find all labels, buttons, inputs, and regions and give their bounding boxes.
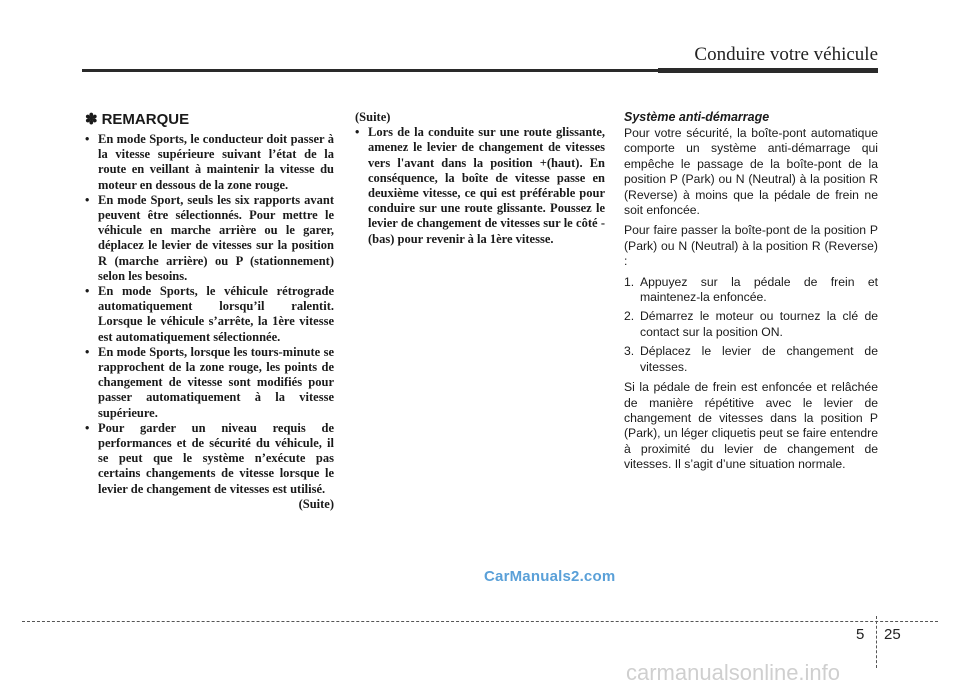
page-header-title: Conduire votre véhicule	[694, 44, 878, 65]
list-item: • En mode Sport, seuls les six rapports avant peuvent être sélectionnés. Pour mettre le véhicule en marche arrière ou le garer, déplacez le levier de vitesses sur la position R (marche arrière) ou P (stationnement) selon les besoins.	[85, 193, 334, 284]
note-heading	[85, 110, 334, 128]
anti-start-section	[624, 110, 878, 478]
header-rule-accent	[658, 68, 878, 73]
step-number: 3.	[624, 344, 635, 359]
paragraph: Si la pédale de frein est enfoncée et relâchée de manière répétitive avec le levier de changement de vitesses dans la position P (Park), un léger cliquetis peut se faire entendre à proximité du levier de changement de vitesses. Il s’agit d’une situation normale.	[624, 380, 878, 472]
continuation-bullet-list	[355, 125, 605, 247]
step-text: Déplacez le levier de changement de vitesses.	[640, 344, 878, 374]
continued-label: (Suite)	[355, 110, 391, 124]
note-column	[85, 110, 334, 512]
list-item: • Pour garder un niveau requis de performances et de sécurité du véhicule, il se peut que le système n’exécute pas certains changements de vitesse lorsque le levier de changement de vitesses est utilisé.	[85, 421, 334, 497]
list-item: • En mode Sports, le conducteur doit passer à la vitesse supérieure suivant l’état de la route en veillant à maintenir la vitesse du moteur en dessous de la zone rouge.	[85, 132, 334, 193]
footer-divider	[22, 621, 938, 622]
note-bullet-list	[85, 132, 334, 497]
step-number: 1.	[624, 274, 635, 289]
chapter-number: 5	[856, 626, 865, 643]
steps-list	[624, 275, 878, 375]
paragraph: Pour faire passer la boîte-pont de la position P (Park) ou N (Neutral) à la position R (Reverse) :	[624, 223, 878, 269]
step-text: Appuyez sur la pédale de frein et maintenez-la enfoncée.	[640, 274, 878, 305]
watermark-link[interactable]: CarManuals2.com	[484, 568, 616, 585]
section-title: Système anti-démarrage	[624, 110, 770, 124]
step-text: Démarrez le moteur ou tournez la clé de contact sur la position ON.	[640, 309, 878, 339]
list-item: • En mode Sports, lorsque les tours-minute se rapprochent de la zone rouge, les points de changement de vitesse sont modifiés pour passer automatiquement à la vitesse supérieure.	[85, 345, 334, 421]
note-heading-label: REMARQUE	[101, 110, 190, 128]
list-item	[624, 275, 878, 306]
page-number-divider	[876, 616, 877, 668]
list-item: • Lors de la conduite sur une route glissante, amenez le levier de changement de vitesses vers l'avant dans la position +(haut). En conséquence, la boîte de vitesse passe en deuxième vitesse, ce qui est préférable pour conduire sur une route glissante. Poussez le levier de changement de vitesses sur le côté - (bas) pour revenir à la 1ère vitesse.	[355, 125, 605, 247]
source-watermark: carmanualsonline.info	[626, 660, 841, 685]
step-number: 2.	[624, 309, 635, 324]
continuation-column	[355, 110, 605, 247]
paragraph: Pour votre sécurité, la boîte-pont automatique comporte un système anti-démarrage qui empêche le passage de la boîte-pont de la position P (Park) ou N (Neutral) à la position R (Reverse) à moins que la pédale de frein ne soit enfoncée.	[624, 126, 878, 218]
page-number: 25	[884, 626, 901, 643]
continued-label: (Suite)	[298, 496, 334, 511]
list-item	[624, 309, 878, 340]
asterisk-icon: ✽	[85, 111, 98, 128]
list-item	[624, 344, 878, 375]
list-item: • En mode Sports, le véhicule rétrograde automatiquement lorsqu’il ralentit. Lorsque le véhicule s’arrête, la 1ère vitesse est automatiquement sélectionnée.	[85, 284, 334, 345]
